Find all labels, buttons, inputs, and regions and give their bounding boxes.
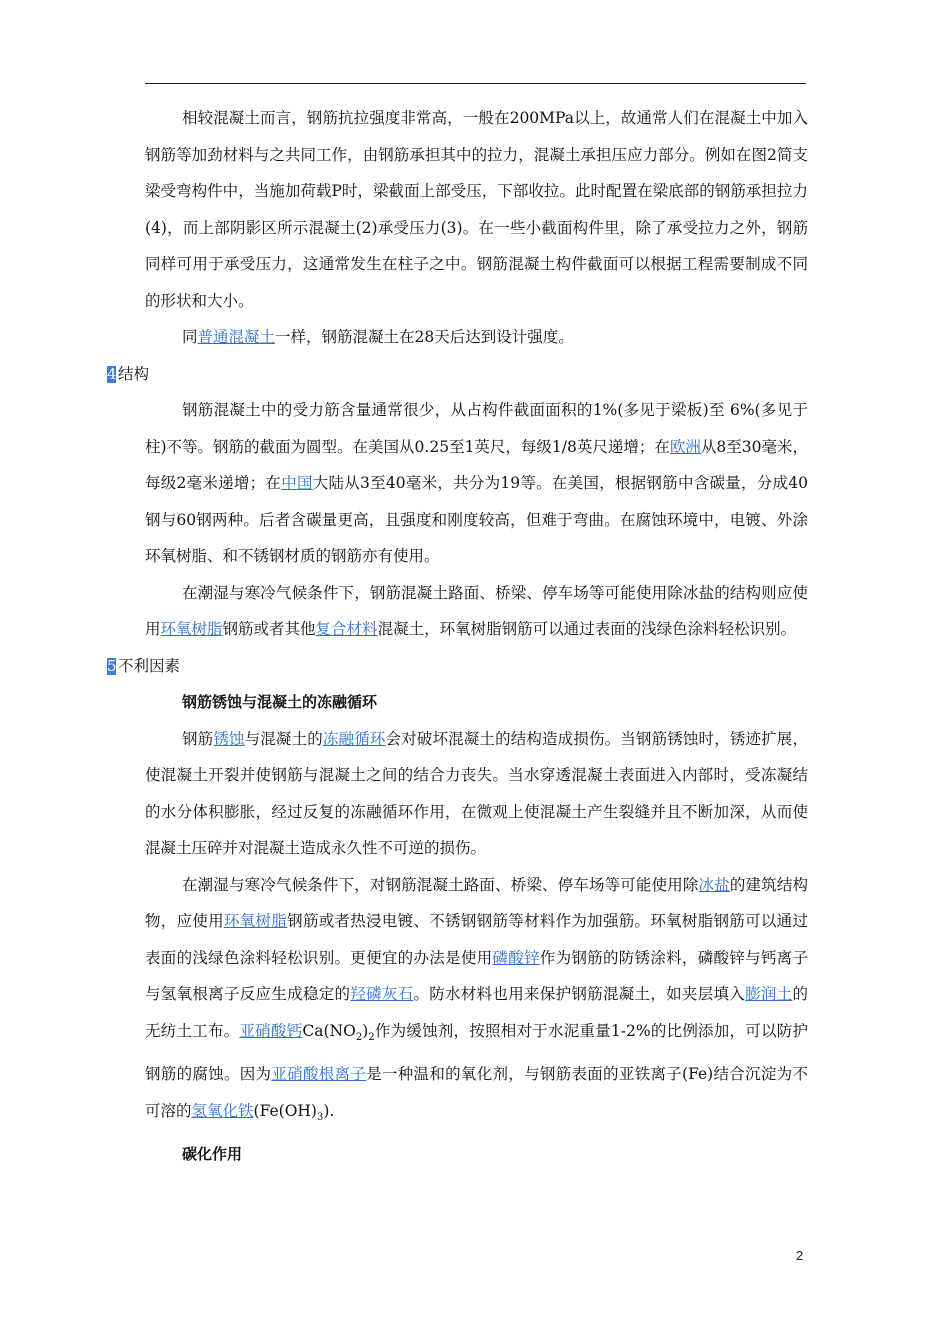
link-ferric-hydroxide[interactable]: 氢氧化铁 (191, 1101, 254, 1120)
header-rule (145, 83, 806, 84)
link-bentonite[interactable]: 膨润土 (745, 985, 793, 1003)
intro-paragraph-2: 同普通混凝土一样，钢筋混凝土在28天后达到设计强度。 (182, 328, 574, 346)
section-number: 4 (107, 364, 117, 383)
link-china[interactable]: 中国 (281, 474, 313, 492)
adverse-paragraph-1: 钢筋锈蚀与混凝土的冻融循环会对破坏混凝土的结构造成损伤。当钢筋锈蚀时，锈迹扩展，使混凝土开裂并使钢筋与混凝土之间的结合力丧失。当水穿透混凝土表面进入内部时，受冻凝结的水分体积膨胀，经过反复的冻融循环作用，在微观上使混凝土产生裂缝并且不断加深，从而使混凝土压碎并对混凝土造成永久性不可逆的损伤。 (145, 729, 808, 857)
section-title: 不利因素 (118, 656, 181, 675)
section-heading-structure (107, 356, 770, 393)
page-number: 2 (796, 1248, 804, 1263)
link-corrosion[interactable]: 锈蚀 (213, 729, 245, 748)
subheading-corrosion-freeze-thaw: 钢筋锈蚀与混凝土的冻融循环 (182, 693, 378, 711)
link-epoxy-resin-2[interactable]: 环氧树脂 (223, 912, 288, 930)
structure-paragraph-2: 在潮湿与寒冷气候条件下，钢筋混凝土路面、桥梁、停车场等可能使用除冰盐的结构则应使用环氧树脂钢筋或者其他复合材料混凝土，环氧树脂钢筋可以通过表面的浅绿色涂料轻松识别。 (145, 583, 808, 638)
link-nitrite-ion[interactable]: 亚硝酸根离子 (271, 1065, 367, 1084)
link-ordinary-concrete[interactable]: 普通混凝土 (197, 328, 276, 346)
link-freeze-thaw[interactable]: 冻融循环 (322, 729, 386, 748)
link-deicing-salt[interactable]: 冰盐 (698, 875, 730, 894)
adverse-paragraph-2: 在潮湿与寒冷气候条件下，对钢筋混凝土路面、桥梁、停车场等可能使用除冰盐的建筑结构物，应使用环氧树脂钢筋或者热浸电镀、不锈钢钢筋等材料作为加强筋。环氧树脂钢筋可以通过表面的浅绿色涂料轻松识别。更便宜的办法是使用磷酸锌作为钢筋的防锈涂料，磷酸锌与钙离子与氢氧根离子反应生成稳定的羟磷灰石。防水材料也用来保护钢筋混凝土，如夹层填入膨润土的无纺土工布。亚硝酸钙$Ca(NO_2)_2$作为缓蚀剂，按照相对于水泥重量1-2%的比例添加，可以防护钢筋的腐蚀。因为亚硝酸根离子是一种温和的氧化剂，与钢筋表面的亚铁离子(Fe)结合沉淀为不可溶的氢氧化铁$(Fe(OH)_3)$. (145, 875, 808, 1123)
link-composite-material[interactable]: 复合材料 (315, 620, 378, 638)
section-number: 5 (107, 656, 117, 675)
link-calcium-nitrite[interactable]: 亚硝酸钙 (239, 1021, 303, 1040)
link-epoxy-resin[interactable]: 环氧树脂 (160, 620, 223, 638)
intro-paragraph-1: 相较混凝土而言，钢筋抗拉强度非常高，一般在200MPa以上，故通常人们在混凝土中加入钢筋等加劲材料与之共同工作，由钢筋承担其中的拉力，混凝土承担压应力部分。例如在图2简支梁受弯构件中，当施加荷载P时，梁截面上部受压，下部收拉。此时配置在梁底部的钢筋承担拉力(4)，而上部阴影区所示混凝土(2)承受压力(3)。在一些小截面构件里，除了承受拉力之外，钢筋同样可用于承受压力，这通常发生在柱子之中。钢筋混凝土构件截面可以根据工程需要制成不同的形状和大小。 (145, 109, 808, 310)
subheading-carbonation: 碳化作用 (182, 1145, 243, 1164)
link-hydroxyapatite[interactable]: 羟磷灰石 (350, 985, 414, 1003)
link-zinc-phosphate[interactable]: 磷酸锌 (492, 948, 540, 967)
section-heading-adverse-factors (107, 648, 770, 685)
link-europe[interactable]: 欧洲 (669, 437, 701, 456)
structure-paragraph-1: 钢筋混凝土中的受力筋含量通常很少，从占构件截面面积的1%(多见于梁板)至 6%(多见于柱)不等。钢筋的截面为圆型。在美国从0.25至1英尺，每级1/8英尺递增；在欧洲从8至30毫米，每级2毫米递增；在中国大陆从3至40毫米，共分为19等。在美国，根据钢筋中含碳量，分成40钢与60钢两种。后者含碳量更高，且强度和刚度较高，但难于弯曲。在腐蚀环境中，电镀、外涂环氧树脂、和不锈钢材质的钢筋亦有使用。 (145, 401, 808, 565)
section-title: 结构 (118, 364, 150, 383)
document-body (107, 100, 808, 1173)
